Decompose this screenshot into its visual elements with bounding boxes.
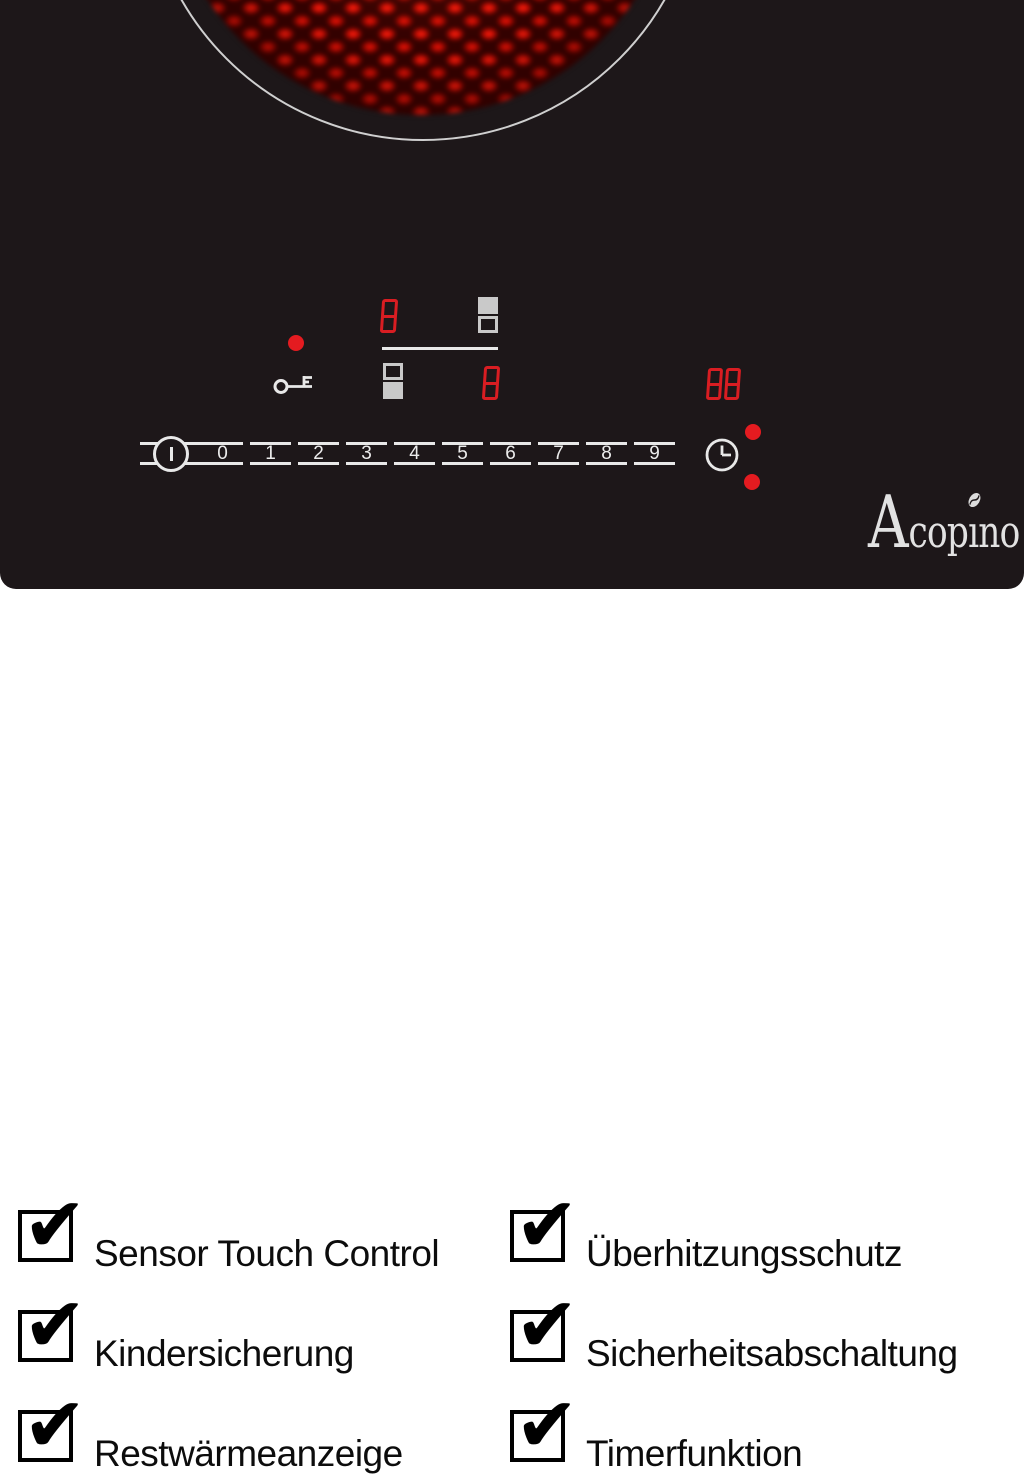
feature-item <box>18 1180 440 1274</box>
zone-square-filled <box>383 382 403 399</box>
number-key-5[interactable]: 5 <box>442 442 483 465</box>
key-icon <box>272 370 314 398</box>
logo-text: cop <box>908 507 969 558</box>
zone-square-filled <box>478 297 498 314</box>
number-key-4[interactable]: 4 <box>394 442 435 465</box>
feature-label: Überhitzungsschutz <box>586 1233 902 1274</box>
checkbox <box>510 1380 579 1469</box>
feature-item <box>18 1380 403 1474</box>
checkbox <box>18 1280 87 1369</box>
check-icon: ✔ <box>23 1380 87 1469</box>
zone-left-digit <box>380 299 398 333</box>
number-key-6[interactable]: 6 <box>490 442 531 465</box>
checkbox <box>18 1380 87 1469</box>
number-key-7[interactable]: 7 <box>538 442 579 465</box>
zone-square-outline <box>383 363 403 380</box>
timer-digit <box>706 368 723 400</box>
display-divider <box>382 347 498 350</box>
checkbox <box>510 1180 579 1269</box>
timer-upper-led <box>745 424 761 440</box>
zone-select-upper <box>478 297 498 333</box>
feature-item <box>510 1380 803 1474</box>
zone-right-digit <box>482 366 500 400</box>
number-strip <box>202 442 675 465</box>
number-key-8[interactable]: 8 <box>586 442 627 465</box>
feature-label: Timerfunktion <box>586 1433 803 1474</box>
power-icon <box>153 436 189 472</box>
timer-lower-led <box>744 474 760 490</box>
number-key-3[interactable]: 3 <box>346 442 387 465</box>
check-icon: ✔ <box>515 1280 579 1369</box>
burner-ring <box>144 0 702 141</box>
checkbox <box>18 1180 87 1269</box>
feature-item <box>18 1280 354 1374</box>
clock-icon[interactable] <box>704 437 740 473</box>
check-icon: ✔ <box>515 1380 579 1469</box>
logo-i-stem: ı <box>968 507 979 558</box>
check-icon: ✔ <box>23 1280 87 1369</box>
number-key-0[interactable]: 0 <box>202 442 243 465</box>
logo-text: no <box>978 507 1020 558</box>
hob-panel <box>0 0 1024 589</box>
feature-item <box>510 1280 958 1374</box>
power-button[interactable] <box>140 442 202 465</box>
timer-digit <box>724 368 741 400</box>
feature-label: Restwärmeanzeige <box>94 1433 403 1474</box>
brand-logo <box>868 480 1020 564</box>
check-icon: ✔ <box>515 1180 579 1269</box>
timer-display <box>707 368 740 400</box>
feature-label: Sicherheitsabschaltung <box>586 1333 958 1374</box>
feature-item <box>510 1180 902 1274</box>
number-key-1[interactable]: 1 <box>250 442 291 465</box>
feature-label: Kindersicherung <box>94 1333 354 1374</box>
number-key-2[interactable]: 2 <box>298 442 339 465</box>
power-bar <box>170 447 173 461</box>
zone-square-outline <box>478 316 498 333</box>
feature-label: Sensor Touch Control <box>94 1233 440 1274</box>
child-lock-led <box>288 335 304 351</box>
logo-initial: A <box>868 480 909 564</box>
checkbox <box>510 1280 579 1369</box>
feature-list <box>0 589 1024 1474</box>
number-key-9[interactable]: 9 <box>634 442 675 465</box>
check-icon: ✔ <box>23 1180 87 1269</box>
zone-select-lower <box>383 363 403 399</box>
coffee-bean-icon <box>967 490 983 510</box>
